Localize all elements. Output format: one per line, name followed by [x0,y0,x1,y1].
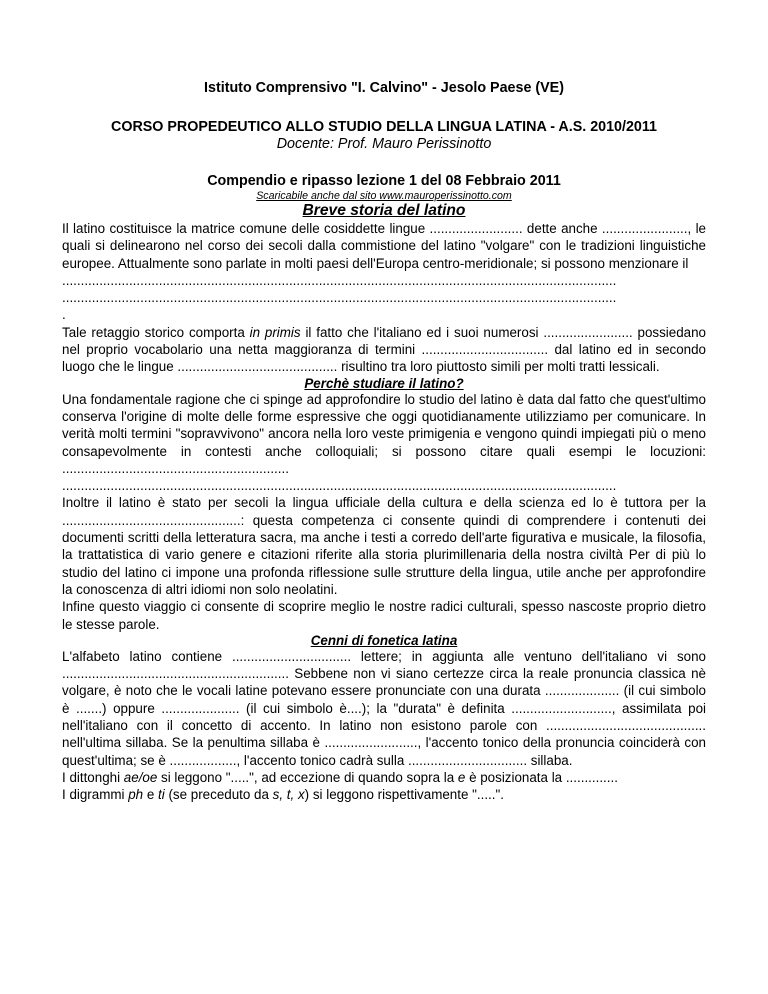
history-text-2b: il fatto che l'italiano ed i suoi numerosi ........................ possiedano nel proprio vocabolario una netta maggioranza di termini .................................. dal latino ed in secondo luogo che le lingue ........................................... risultino tra loro piuttosto simili per molti tratti lessicali. [62,324,706,375]
fill-in-dots: ..................................................................................................................................................... [62,272,617,288]
lesson-summary-title: Compendio e ripasso lezione 1 del 08 Febbraio 2011 [207,173,561,189]
why-paragraph-1 [62,391,706,495]
why-text-1: Una fondamentale ragione che ci spinge ad approfondire lo studio del latino è data dal fatto che quest'ultimo conserva l'origine di molte delle forme espressive che oggi quotidianamente utilizziamo per comunicare. In verità molti termini "sopravvivono" ancora nella loro veste primigenia e vengono quindi impiegati più o meno consapevolmente in contesti anche colloquiali; si possono citare quali esempi le locuzioni: ............................................................. [62,391,706,476]
section-title-history: Breve storia del latino [302,202,466,219]
fill-in-dots: ..................................................................................................................................................... [62,290,617,306]
phonetics-text: si leggono ".....", ad eccezione di quando sopra la [157,769,458,785]
phonetics-text: e [143,787,159,803]
history-paragraph-1 [62,220,706,324]
phonetics-paragraph-3 [62,786,706,803]
phonetics-italic: e [457,769,466,785]
download-note: Scaricabile anche dal sito www.mauroperissinotto.com [256,190,512,202]
school-name: Istituto Comprensivo "I. Calvino" - Jesolo Paese (VE) [204,80,564,96]
phonetics-paragraph-2 [62,769,706,786]
phonetics-italic: ti [158,787,165,803]
section-title-why-latin: Perchè studiare il latino? [304,375,464,391]
phonetics-paragraph-1: L'alfabeto latino contiene ................................ lettere; in aggiunta alle ventuno dell'italiano vi sono ............................................................. Sebbene non vi siano certezze circa la reale pronuncia classica nè volgare, è noto che le vocali latine potevano essere pronunciate con una durata .................... (il cui simbolo è .......) oppure ..................... (il cui simbolo è....); la "durata" è definita ..........................., assimilata poi nell'italiano con il concetto di accento. In latino non esistono parole con ........................................... nell'ultima sillaba. Se la penultima sillaba è ........................., l'accento tonico della pronuncia coinciderà con quest'ultima; se è .................., l'accento tonico cadrà sulla ................................ sillaba. [62,648,706,768]
history-text-1: Il latino costituisce la matrice comune delle cosiddette lingue ......................... dette anche ......................., le quali si delinearono nel corso dei secoli dalla commistione del latino "volgare" con le tradizioni linguistiche europee. Attualmente sono parlate in molti paesi dell'Europa centro-meridionale; si possono menzionare il [62,221,706,271]
phonetics-text: I digrammi [62,787,129,803]
fill-in-dots: . [62,307,66,323]
fill-in-dots: ..................................................................................................................................................... [62,478,617,494]
history-paragraph-2 [62,324,706,376]
history-text-2a: Tale retaggio storico comporta [62,324,250,340]
phonetics-text: è posizionata la .............. [465,769,618,785]
phonetics-text: (se preceduto da [164,787,273,803]
phonetics-italic: ph [128,787,144,803]
course-title: CORSO PROPEDEUTICO ALLO STUDIO DELLA LINGUA LATINA - A.S. 2010/2011 [111,119,657,135]
why-paragraph-3: Infine questo viaggio ci consente di scoprire meglio le nostre radici culturali, spesso nascoste proprio dietro le stesse parole. [62,599,706,632]
phonetics-text: I dittonghi [62,769,124,785]
history-text-2-italic: in primis [249,324,301,340]
phonetics-italic: ae/oe [123,769,158,785]
section-title-phonetics: Cenni di fonetica latina [310,632,458,648]
why-paragraph-2: Inoltre il latino è stato per secoli la lingua ufficiale della cultura e della scienza ed lo è tuttora per la ................................................: questa competenza ci consente quindi di comprendere i contenuti dei documenti scritti della letteratura sacra, ma anche i testi a corredo dell'arte figurativa e musicale, la filosofia, la trattatistica di vario genere e citazioni riferite alla storia plurimillenaria della nostra civiltà Per di più lo studio del latino ci impone una profonda riflessione sulle strutture della lingua, utile anche per approfondire la conoscenza di altri idiomi non solo neolatini. [62,495,706,597]
teacher-line: Docente: Prof. Mauro Perissinotto [276,136,492,152]
phonetics-italic: s, t, x [272,787,305,803]
phonetics-text: ) si leggono rispettivamente ".....". [304,787,504,803]
